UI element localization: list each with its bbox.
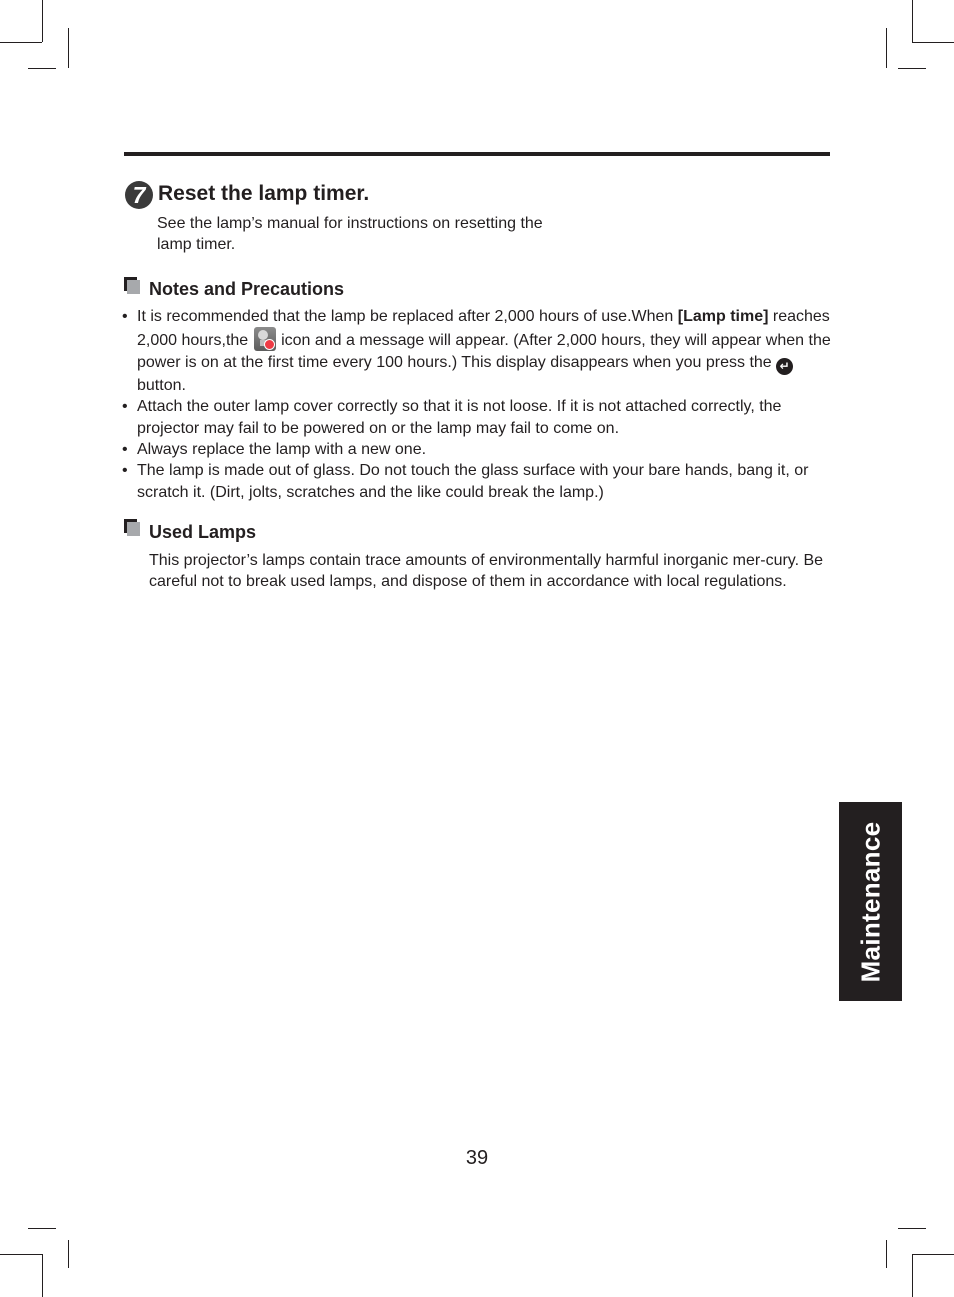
crop-mark	[912, 42, 954, 43]
list-item: • It is recommended that the lamp be replaced after 2,000 hours of use.When [Lamp time] reaches 2,000 hours,the icon and a message will appear. (After 2,000 hours, they will appear when the power is on at the first time every 100 hours.) This display disappears when you press the ↵ button.	[122, 308, 831, 394]
step-description: See the lamp’s manual for instructions on resetting the lamp timer.	[157, 215, 543, 253]
crop-mark	[42, 1254, 43, 1297]
crop-mark	[886, 28, 887, 68]
crop-mark	[886, 1240, 887, 1268]
crop-mark	[28, 68, 56, 69]
crop-mark	[912, 1254, 913, 1297]
crop-mark	[0, 1254, 42, 1255]
bullet: •	[122, 398, 128, 416]
crop-mark	[0, 42, 42, 43]
step-title: Reset the lamp timer.	[158, 182, 370, 205]
enter-button-icon: ↵	[776, 358, 793, 375]
section-marker-icon	[124, 519, 141, 537]
list-item: • Always replace the lamp with a new one.	[119, 439, 839, 460]
step-number-badge: 7	[125, 181, 153, 209]
crop-mark	[42, 0, 43, 42]
bullet: •	[122, 308, 128, 325]
section-side-tab	[839, 802, 902, 1001]
crop-mark	[898, 1228, 926, 1229]
notes-list	[119, 306, 839, 503]
lamp-time-menu-label: [Lamp time]	[677, 308, 769, 325]
side-tab-label: Maintenance	[855, 821, 885, 982]
crop-mark	[68, 1240, 69, 1268]
crop-mark	[898, 68, 926, 69]
page-number: 39	[465, 1147, 489, 1169]
crop-mark	[28, 1228, 56, 1229]
crop-mark	[68, 28, 69, 68]
crop-mark	[912, 1254, 954, 1255]
used-lamps-heading: Used Lamps	[149, 522, 257, 542]
lamp-warning-icon	[254, 327, 276, 351]
list-item: • The lamp is made out of glass. Do not touch the glass surface with your bare hands, bang it, or scratch it. (Dirt, jolts, scratches and the like could break the lamp.)	[122, 462, 809, 501]
crop-mark	[912, 0, 913, 42]
header-rule	[124, 152, 830, 156]
used-lamps-text: This projector’s lamps contain trace amounts of environmentally harmful inorganic mer-cury. Be careful not to break used lamps, and dispose of them in accordance with local regulations.	[149, 552, 824, 591]
bullet: •	[122, 462, 128, 480]
bullet: •	[122, 441, 128, 459]
list-item: • Attach the outer lamp cover correctly so that it is not loose. If it is not attached correctly, the projector may fail to be powered on or the lamp may fail to come on.	[122, 398, 782, 437]
section-marker-icon	[124, 277, 141, 295]
notes-heading: Notes and Precautions	[149, 279, 345, 299]
